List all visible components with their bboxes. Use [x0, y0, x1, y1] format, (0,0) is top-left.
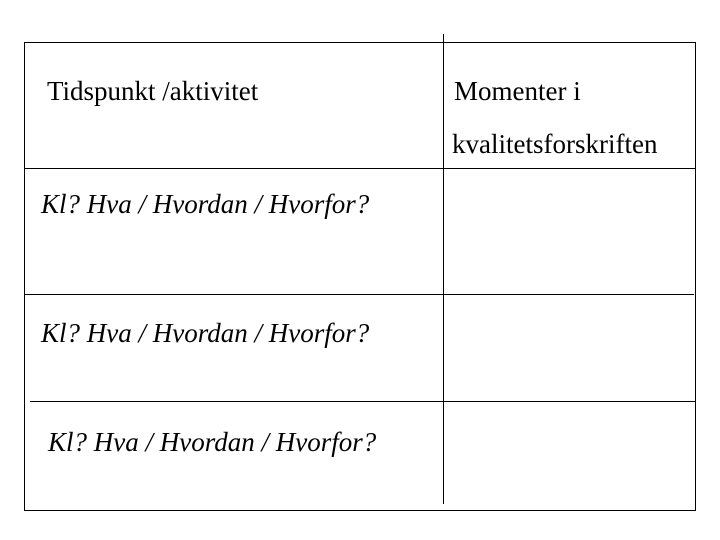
moments-column-header-line2: kvalitetsforskriften — [452, 129, 658, 159]
row-divider-2 — [30, 401, 696, 402]
activity-prompt-row-1: Kl? Hva / Hvordan / Hvorfor? — [41, 189, 370, 219]
column-divider — [443, 34, 444, 504]
table-border-bottom — [24, 510, 696, 511]
activity-prompt-row-2: Kl? Hva / Hvordan / Hvorfor? — [41, 318, 370, 348]
moments-column-header-line1: Momenter i — [454, 76, 581, 106]
row-divider-1 — [24, 294, 694, 295]
activity-prompt-row-3: Kl? Hva / Hvordan / Hvorfor? — [48, 427, 377, 457]
activity-column-header: Tidspunkt /aktivitet — [47, 76, 259, 106]
table-border-right — [695, 42, 696, 511]
header-row-divider — [24, 168, 696, 169]
table-border-top — [24, 42, 696, 43]
table-border-left — [24, 42, 25, 511]
